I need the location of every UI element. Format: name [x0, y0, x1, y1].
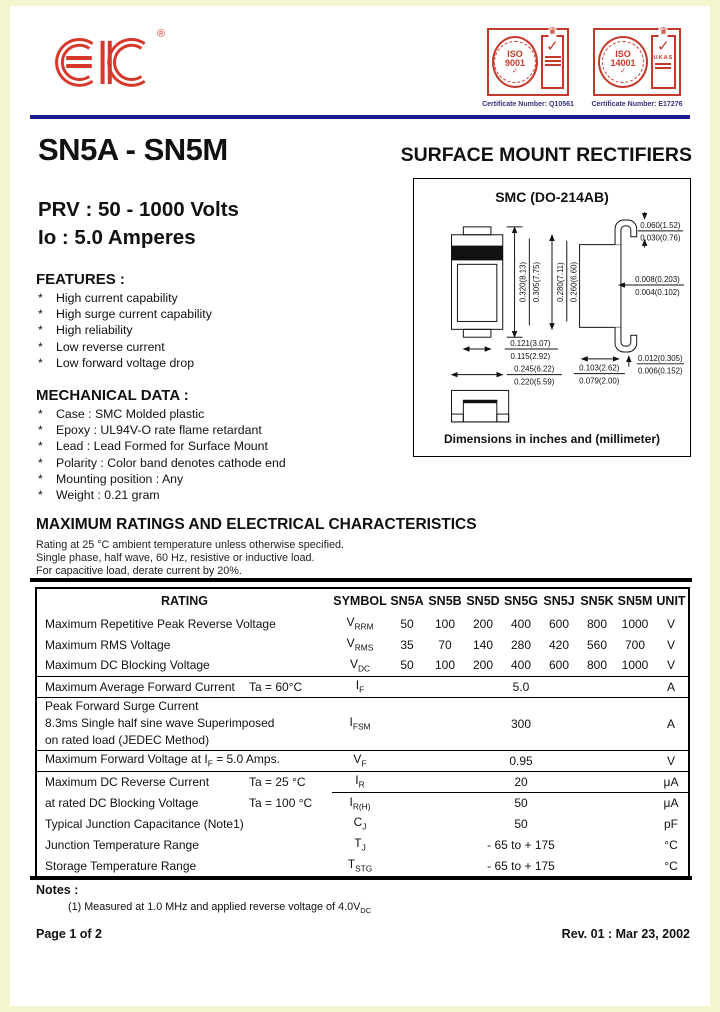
- col-sn5j: SN5J: [543, 594, 575, 608]
- list-item: [38, 487, 286, 503]
- unit-cell: A: [654, 697, 689, 750]
- col-sn5m: SN5M: [617, 594, 653, 608]
- notes-heading: Notes :: [36, 883, 79, 897]
- feature-text: High reliability: [56, 323, 133, 338]
- symbol-cell: $V_{RMS}$: [346, 636, 374, 653]
- symbol-cell: $C_J$: [353, 815, 367, 832]
- table-row: [36, 813, 689, 834]
- iso9001-badge: [487, 28, 569, 96]
- iso14001-cert-number: Certificate Number: E17276: [591, 101, 683, 108]
- io-spec: Io : 5.0 Amperes: [38, 226, 196, 249]
- rating-label: Maximum Repetitive Peak Reverse Voltage: [45, 616, 276, 631]
- crown-icon: ♛: [658, 26, 668, 37]
- table-row: [36, 697, 689, 750]
- table-row: [36, 855, 689, 877]
- list-item: [38, 339, 212, 355]
- condition-line: Rating at 25 °C ambient temperature unless otherwise specified.: [36, 539, 344, 551]
- dim-body-length-max: 0.280(7.11): [555, 262, 565, 302]
- merged-value: 300: [388, 697, 654, 750]
- header-divider: [30, 115, 690, 119]
- iso9001-label: ISO: [507, 48, 523, 59]
- prv-spec: PRV : 50 - 1000 Volts: [38, 198, 239, 221]
- crown-icon: ♛: [548, 26, 557, 37]
- dim-terminal-width-max: 0.103(2.62): [579, 363, 620, 373]
- rating-label: Junction Temperature Range: [45, 837, 199, 852]
- test-condition: Ta = 60°C: [249, 679, 303, 694]
- asterisk-bullet: *: [38, 339, 43, 354]
- merged-value: 5.0: [388, 676, 654, 697]
- list-item: [38, 422, 286, 438]
- list-item: [38, 471, 286, 487]
- dim-total-length-max: 0.320(8.13): [518, 261, 528, 303]
- dim-total-length-min: 0.305(7.75): [532, 261, 542, 303]
- asterisk-bullet: *: [38, 488, 43, 503]
- asterisk-bullet: *: [38, 439, 43, 454]
- unit-cell: A: [654, 676, 689, 697]
- test-condition: Ta = 100 °C: [249, 795, 313, 810]
- dim-terminal-width-min: 0.079(2.00): [579, 376, 620, 386]
- registered-mark: ®: [157, 28, 166, 40]
- check-icon: ✓: [657, 37, 670, 55]
- unit-cell: V: [666, 658, 675, 673]
- asterisk-bullet: *: [38, 355, 43, 370]
- side-view: [580, 220, 637, 352]
- features-list: [38, 290, 212, 371]
- mechanical-text: Mounting position : Any: [56, 471, 184, 486]
- dim-body-width-max: 0.245(6.22): [514, 364, 555, 374]
- rating-label: Maximum Forward Voltage at $I_F = 5.0$ Amps.: [36, 750, 332, 771]
- dim-terminal-length-max: 0.121(3.07): [510, 339, 551, 349]
- rating-label: Maximum DC Reverse Current Ta = 25 °C: [36, 771, 332, 792]
- iso14001-label: ISO: [615, 48, 631, 59]
- page-title: SURFACE MOUNT RECTIFIERS: [400, 144, 692, 166]
- col-sn5d: SN5D: [466, 594, 500, 608]
- dim-lead-thickness-min: 0.006(0.152): [638, 366, 683, 376]
- asterisk-bullet: *: [38, 407, 43, 421]
- rating-label: Maximum RMS Voltage: [45, 637, 171, 652]
- bottom-view: [452, 390, 509, 422]
- symbol-cell: $T_J$: [354, 836, 366, 853]
- dim-body-width-min: 0.220(5.59): [514, 377, 555, 387]
- mechanical-text: Epoxy : UL94V-O rate flame retardant: [56, 423, 262, 438]
- dimensions-caption: Dimensions in inches and (millimeter): [443, 432, 661, 446]
- symbol-cell: $V_{DC}$: [349, 657, 371, 674]
- unit-cell: V: [666, 616, 675, 631]
- symbol-cell: $I_R$: [332, 771, 388, 792]
- merged-value: - 65 to + 175: [487, 837, 555, 852]
- feature-text: Low forward voltage drop: [56, 355, 195, 370]
- unit-cell: °C: [664, 858, 678, 873]
- merged-value: - 65 to + 175: [487, 858, 555, 873]
- unit-cell: V: [654, 750, 689, 771]
- col-rating: RATING: [161, 594, 208, 608]
- check-icon: ✓: [512, 66, 518, 75]
- mechanical-heading: MECHANICAL DATA :: [36, 387, 189, 404]
- eic-logo: [55, 28, 166, 101]
- iso9001-number: 9001: [504, 57, 526, 68]
- list-item: [38, 306, 212, 322]
- summary-specs: [38, 196, 239, 252]
- rating-label: Maximum Average Forward Current Ta = 60°C: [36, 676, 332, 697]
- mechanical-text: Polarity : Color band denotes cathode end: [56, 455, 286, 470]
- table-row: Maximum RMS Voltage $V_{RMS}$ 35 70 140 280 420 560 700 V: [36, 634, 689, 655]
- cathode-band: [452, 246, 503, 261]
- list-item: [38, 322, 212, 338]
- condition-line: For capacitive load, derate current by 20%.: [36, 565, 242, 577]
- iso14001-badge: [593, 28, 681, 96]
- eic-logo-icon: [55, 32, 159, 96]
- symbol-cell: $I_F$: [332, 676, 388, 697]
- mechanical-text: Case : SMC Molded plastic: [56, 407, 205, 421]
- iso9001-cert-number: Certificate Number: Q10561: [482, 101, 574, 108]
- unit-cell: pF: [663, 816, 678, 831]
- table-bottom-rule: [30, 876, 692, 880]
- col-sn5b: SN5B: [428, 594, 462, 608]
- col-sn5a: SN5A: [390, 594, 424, 608]
- rating-label: Typical Junction Capacitance (Note1): [45, 816, 244, 831]
- list-item: [38, 355, 212, 371]
- symbol-cell: $T_{STG}$: [347, 857, 373, 874]
- datasheet-page: [10, 6, 710, 1006]
- unit-cell: V: [666, 637, 675, 652]
- table-row: Maximum DC Blocking Voltage $V_{DC}$ 50 100 200 400 600 800 1000 V: [36, 655, 689, 676]
- table-header-row: [36, 588, 689, 613]
- col-sn5g: SN5G: [503, 594, 539, 608]
- table-top-rule: [30, 578, 692, 582]
- rating-label: Peak Forward Surge Current 8.3ms Single half sine wave Superimposed on rated load (JEDEC Method): [36, 697, 332, 750]
- col-symbol: SYMBOL: [333, 594, 387, 608]
- condition-line: Single phase, half wave, 60 Hz, resistive or inductive load.: [36, 552, 315, 564]
- list-item: [38, 455, 286, 471]
- bottom-view-band: [463, 400, 496, 403]
- table-row: [36, 792, 689, 813]
- asterisk-bullet: *: [38, 471, 43, 486]
- ratings-table: [35, 587, 690, 878]
- iso14001-ribbon-icon: [651, 26, 676, 89]
- symbol-cell: $I_{FSM}$: [332, 697, 388, 750]
- mechanical-text: Lead : Lead Formed for Surface Mount: [56, 439, 268, 454]
- dim-lead-thickness-max: 0.012(0.305): [638, 353, 683, 363]
- table-row: [36, 750, 689, 771]
- feature-text: High surge current capability: [56, 307, 212, 322]
- table-row: [36, 834, 689, 855]
- feature-text: Low reverse current: [56, 339, 165, 354]
- asterisk-bullet: *: [38, 423, 43, 438]
- dim-standoff-min: 0.004(0.102): [635, 287, 680, 297]
- unit-cell: μA: [654, 771, 689, 792]
- check-icon: ✓: [546, 37, 559, 55]
- list-item: [38, 406, 286, 422]
- package-drawing-box: [413, 178, 691, 457]
- iso14001-seal-icon: [598, 36, 648, 88]
- merged-value: 20: [388, 771, 654, 792]
- ratings-heading: MAXIMUM RATINGS AND ELECTRICAL CHARACTERISTICS: [36, 516, 477, 533]
- package-name: SMC (DO-214AB): [495, 189, 609, 205]
- dim-terminal-length-min: 0.115(2.92): [510, 351, 551, 361]
- asterisk-bullet: *: [38, 291, 43, 305]
- test-condition: Ta = 25 °C: [249, 774, 306, 789]
- dim-standoff-max: 0.008(0.203): [635, 275, 680, 285]
- features-heading: FEATURES :: [36, 271, 125, 288]
- mechanical-text: Weight : 0.21 gram: [56, 488, 160, 503]
- list-item: [38, 438, 286, 454]
- merged-value: 0.95: [388, 750, 654, 771]
- ratings-conditions: [36, 539, 344, 578]
- part-number-title: SN5A - SN5M: [38, 132, 228, 167]
- asterisk-bullet: *: [38, 455, 43, 470]
- mechanical-list: [38, 406, 286, 503]
- col-unit: UNIT: [656, 594, 686, 608]
- table-row: [36, 771, 689, 792]
- asterisk-bullet: *: [38, 323, 43, 338]
- package-outline-diagram: [420, 211, 684, 426]
- rating-label: Storage Temperature Range: [45, 858, 197, 873]
- iso9001-ribbon-icon: [541, 26, 564, 89]
- asterisk-bullet: *: [38, 307, 43, 322]
- page-number: Page 1 of 2: [36, 927, 102, 941]
- top-view: [452, 227, 503, 337]
- ratings-table-wrap: [35, 587, 690, 878]
- check-icon: ✓: [620, 66, 626, 75]
- merged-value: 50: [388, 792, 654, 813]
- table-row: [36, 676, 689, 697]
- ukas-label: UKAS: [653, 55, 674, 61]
- rating-label: at rated DC Blocking Voltage Ta = 100 °C: [45, 795, 313, 810]
- unit-cell: μA: [654, 792, 689, 813]
- feature-text: High current capability: [56, 291, 178, 305]
- unit-cell: °C: [664, 837, 678, 852]
- dim-body-length-min: 0.260(6.60): [569, 261, 579, 303]
- symbol-cell: $V_F$: [332, 750, 388, 771]
- iso14001-number: 14001: [610, 57, 636, 68]
- iso9001-seal-icon: [492, 36, 538, 88]
- rating-label: Maximum DC Blocking Voltage: [45, 658, 210, 673]
- list-item: [38, 290, 212, 306]
- note-1: (1) Measured at 1.0 MHz and applied reverse voltage of $4.0V_{DC}$: [68, 901, 372, 916]
- symbol-cell: $V_{RRM}$: [346, 615, 374, 632]
- revision-date: Rev. 01 : Mar 23, 2002: [561, 927, 690, 941]
- dim-lead-foot-max: 0.060(1.52): [640, 220, 681, 230]
- merged-value: 50: [514, 816, 528, 831]
- col-sn5k: SN5K: [580, 594, 614, 608]
- table-row: Maximum Repetitive Peak Reverse Voltage $V_{RRM}$ 50 100 200 400 600 800 1000 V: [36, 613, 689, 634]
- dim-lead-foot-min: 0.030(0.76): [640, 233, 681, 243]
- symbol-cell: $I_{R(H)}$: [332, 792, 388, 813]
